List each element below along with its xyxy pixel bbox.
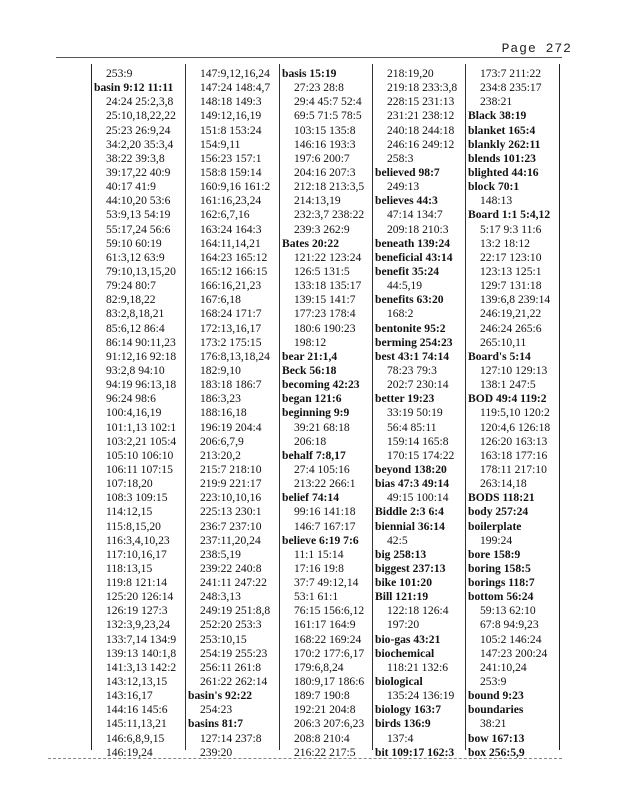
index-entry: 168:22 169:24 <box>294 632 362 646</box>
index-entry: 249:13 <box>387 180 420 194</box>
index-table <box>91 64 560 759</box>
index-entry: 238:21 <box>480 95 513 109</box>
index-entry: 44:10,20 53:6 <box>106 194 171 208</box>
index-entry: 126:19 127:3 <box>106 604 168 618</box>
index-entry: 122:18 126:4 <box>387 604 449 618</box>
index-entry: 121:22 123:24 <box>294 250 362 264</box>
index-entry: 39:21 68:18 <box>294 420 350 434</box>
index-entry: 11:1 15:14 <box>294 547 344 561</box>
index-entry: 13:2 18:12 <box>480 236 530 250</box>
index-entry: 176:8,13,18,24 <box>200 349 270 363</box>
index-entry: 246:16 249:12 <box>387 137 455 151</box>
index-entry: 206:3 207:6,23 <box>294 717 365 731</box>
index-entry: 53:1 61:1 <box>294 590 339 604</box>
index-entry: 82:9,18,22 <box>106 293 156 307</box>
index-entry: 126:20 163:13 <box>480 434 548 448</box>
index-entry: 189:7 190:8 <box>294 689 350 703</box>
index-entry: 59:10 60:19 <box>106 236 162 250</box>
index-entry: 253:10,15 <box>200 632 247 646</box>
index-entry: 164:23 165:12 <box>200 250 268 264</box>
index-column-2 <box>188 67 281 760</box>
index-entry: 132:3,9,23,24 <box>106 618 171 632</box>
index-column-1 <box>94 67 187 760</box>
index-entry: 209:18 210:3 <box>387 222 449 236</box>
index-entry: 105:2 146:24 <box>480 632 542 646</box>
index-entry: 177:23 178:4 <box>294 307 356 321</box>
index-heading: benefits 63:20 <box>375 293 444 307</box>
index-heading: Bill 121:19 <box>375 590 429 604</box>
index-heading: blighted 44:16 <box>468 165 539 179</box>
index-entry: 258:3 <box>387 151 414 165</box>
index-heading: boring 158:5 <box>468 561 531 575</box>
index-heading: believed 98:7 <box>375 165 440 179</box>
index-heading: beyond 138:20 <box>375 462 447 476</box>
index-entry: 40:17 41:9 <box>106 180 156 194</box>
index-entry: 168:2 <box>387 307 414 321</box>
index-entry: 94:19 96:13,18 <box>106 378 177 392</box>
index-entry: 182:9,10 <box>200 363 241 377</box>
column-divider <box>91 64 92 750</box>
index-entry: 146:7 167:17 <box>294 519 356 533</box>
index-entry: 101:1,13 102:1 <box>106 420 177 434</box>
index-entry: 214:13,19 <box>294 194 341 208</box>
index-entry: 37:7 49:12,14 <box>294 576 359 590</box>
index-entry: 119:8 121:14 <box>106 576 168 590</box>
index-entry: 133:7,14 134:9 <box>106 632 177 646</box>
index-entry: 127:10 129:13 <box>480 363 548 377</box>
index-entry: 165:12 166:15 <box>200 264 268 278</box>
index-entry: 151:8 153:24 <box>200 123 262 137</box>
index-entry: 188:16,18 <box>200 406 247 420</box>
index-entry: 39:17,22 40:9 <box>106 165 171 179</box>
index-entry: 108:3 109:15 <box>106 491 168 505</box>
index-heading: becoming 42:23 <box>282 378 360 392</box>
index-entry: 263:14,18 <box>480 477 527 491</box>
index-entry: 147:24 148:4,7 <box>200 81 271 95</box>
page-number: Page 272 <box>501 41 572 56</box>
index-heading: box 256:5,9 <box>468 745 525 759</box>
index-column-5 <box>468 67 561 760</box>
index-heading: body 257:24 <box>468 505 529 519</box>
index-entry: 79:24 80:7 <box>106 279 156 293</box>
index-entry: 38:21 <box>480 717 507 731</box>
index-entry: 161:16,23,24 <box>200 194 262 208</box>
index-entry: 135:24 136:19 <box>387 689 455 703</box>
index-heading: bottom 56:24 <box>468 590 534 604</box>
index-heading: basins 81:7 <box>188 717 244 731</box>
index-entry: 196:19 204:4 <box>200 420 262 434</box>
index-entry: 53:9,13 54:19 <box>106 208 171 222</box>
index-entry: 139:15 141:7 <box>294 293 356 307</box>
index-entry: 241:11 247:22 <box>200 576 267 590</box>
index-entry: 237:11,20,24 <box>200 533 261 547</box>
index-entry: 145:11,13,21 <box>106 717 167 731</box>
index-entry: 139:6,8 239:14 <box>480 293 551 307</box>
index-entry: 76:15 156:6,12 <box>294 604 365 618</box>
index-entry: 123:13 125:1 <box>480 264 542 278</box>
index-entry: 133:18 135:17 <box>294 279 362 293</box>
index-entry: 127:14 237:8 <box>200 731 262 745</box>
index-entry: 212:18 213:3,5 <box>294 180 365 194</box>
index-entry: 116:3,4,10,23 <box>106 533 170 547</box>
header-rule <box>56 57 562 58</box>
index-entry: 34:2,20 35:3,4 <box>106 137 174 151</box>
index-entry: 25:10,18,22,22 <box>106 109 176 123</box>
index-entry: 248:3,13 <box>200 590 241 604</box>
index-entry: 238:5,19 <box>200 547 241 561</box>
index-entry: 261:22 262:14 <box>200 675 268 689</box>
index-entry: 166:16,21,23 <box>200 279 262 293</box>
index-heading: believe 6:19 7:6 <box>282 533 359 547</box>
index-entry: 228:15 231:13 <box>387 95 455 109</box>
index-entry: 120:4,6 126:18 <box>480 420 551 434</box>
index-heading: began 121:6 <box>282 392 342 406</box>
index-heading: boilerplate <box>468 519 522 533</box>
index-entry: 117:10,16,17 <box>106 547 167 561</box>
index-heading: boundaries <box>468 703 524 717</box>
index-entry: 129:7 131:18 <box>480 279 542 293</box>
index-entry: 206:6,7,9 <box>200 434 244 448</box>
index-entry: 56:4 85:11 <box>387 420 437 434</box>
index-entry: 96:24 98:6 <box>106 392 156 406</box>
index-entry: 141:3,13 142:2 <box>106 660 177 674</box>
index-entry: 118:21 132:6 <box>387 660 449 674</box>
index-entry: 225:13 230:1 <box>200 505 262 519</box>
index-entry: 103:15 135:8 <box>294 123 356 137</box>
index-entry: 213:22 266:1 <box>294 477 356 491</box>
index-entry: 252:20 253:3 <box>200 618 262 632</box>
index-heading: behalf 7:8,17 <box>282 448 346 462</box>
index-column-4 <box>375 67 468 760</box>
index-entry: 183:18 186:7 <box>200 378 262 392</box>
index-entry: 93:2,8 94:10 <box>106 363 165 377</box>
index-entry: 216:22 217:5 <box>294 745 356 759</box>
index-entry: 239:20 <box>200 745 233 759</box>
index-entry: 202:7 230:14 <box>387 378 449 392</box>
index-entry: 156:23 157:1 <box>200 151 262 165</box>
index-entry: 33:19 50:19 <box>387 406 443 420</box>
index-entry: 163:24 164:3 <box>200 222 262 236</box>
index-entry: 246:24 265:6 <box>480 321 542 335</box>
index-entry: 164:11,14,21 <box>200 236 261 250</box>
index-entry: 199:24 <box>480 533 513 547</box>
index-entry: 125:20 126:14 <box>106 590 174 604</box>
index-entry: 143:16,17 <box>106 689 153 703</box>
index-heading: BODS 118:21 <box>468 491 535 505</box>
index-heading: blanket 165:4 <box>468 123 536 137</box>
index-entry: 149:12,16,19 <box>200 109 262 123</box>
index-entry: 86:14 90:11,23 <box>106 335 176 349</box>
index-entry: 161:17 164:9 <box>294 618 356 632</box>
index-entry: 159:14 165:8 <box>387 434 449 448</box>
index-entry: 167:6,18 <box>200 293 241 307</box>
index-entry: 160:9,16 161:2 <box>200 180 271 194</box>
index-heading: biology 163:7 <box>375 703 442 717</box>
index-entry: 147:9,12,16,24 <box>200 67 270 80</box>
index-heading: basin's 92:22 <box>188 689 253 703</box>
index-entry: 148:13 <box>480 194 513 208</box>
index-entry: 218:19,20 <box>387 67 434 80</box>
index-heading: Black 38:19 <box>468 109 527 123</box>
index-entry: 241:10,24 <box>480 660 527 674</box>
index-heading: bentonite 95:2 <box>375 321 446 335</box>
index-entry: 213:20,2 <box>200 448 241 462</box>
index-heading: bound 9:23 <box>468 689 524 703</box>
index-entry: 99:16 141:18 <box>294 505 356 519</box>
index-heading: beneath 139:24 <box>375 236 451 250</box>
index-entry: 232:3,7 238:22 <box>294 208 365 222</box>
index-entry: 234:8 235:17 <box>480 81 542 95</box>
index-entry: 22:17 123:10 <box>480 250 542 264</box>
index-entry: 119:5,10 120:2 <box>480 406 550 420</box>
index-heading: Bates 20:22 <box>282 236 339 250</box>
index-entry: 143:12,13,15 <box>106 675 168 689</box>
index-entry: 256:11 261:8 <box>200 660 262 674</box>
index-entry: 147:23 200:24 <box>480 646 548 660</box>
index-entry: 173:7 211:22 <box>480 67 542 80</box>
index-entry: 115:8,15,20 <box>106 519 161 533</box>
index-heading: Biddle 2:3 6:4 <box>375 505 444 519</box>
index-heading: basin 9:12 11:11 <box>94 81 174 95</box>
index-heading: big 258:13 <box>375 547 427 561</box>
index-entry: 91:12,16 92:18 <box>106 349 177 363</box>
index-heading: belief 74:14 <box>282 491 339 505</box>
index-heading: bear 21:1,4 <box>282 349 338 363</box>
index-heading: bore 158:9 <box>468 547 521 561</box>
index-entry: 172:13,16,17 <box>200 321 262 335</box>
index-entry: 67:8 94:9,23 <box>480 618 539 632</box>
index-heading: berming 254:23 <box>375 335 453 349</box>
index-heading: Board 1:1 5:4,12 <box>468 208 551 222</box>
index-entry: 162:6,7,16 <box>200 208 250 222</box>
index-heading: blankly 262:11 <box>468 137 541 151</box>
index-heading: blends 101:23 <box>468 151 536 165</box>
index-heading: biochemical <box>375 646 435 660</box>
index-entry: 204:16 207:3 <box>294 165 356 179</box>
index-entry: 106:11 107:15 <box>106 462 173 476</box>
index-heading: better 19:23 <box>375 392 435 406</box>
index-entry: 42:5 <box>387 533 408 547</box>
index-entry: 25:23 26:9,24 <box>106 123 171 137</box>
index-entry: 239:22 240:8 <box>200 561 262 575</box>
index-entry: 168:24 171:7 <box>200 307 262 321</box>
index-entry: 240:18 244:18 <box>387 123 455 137</box>
index-entry: 107:18,20 <box>106 477 153 491</box>
index-heading: bio-gas 43:21 <box>375 632 441 646</box>
index-entry: 49:15 100:14 <box>387 491 449 505</box>
index-entry: 170:15 174:22 <box>387 448 455 462</box>
index-entry: 173:2 175:15 <box>200 335 262 349</box>
index-entry: 146:6,8,9,15 <box>106 731 165 745</box>
index-entry: 100:4,16,19 <box>106 406 162 420</box>
index-entry: 236:7 237:10 <box>200 519 262 533</box>
index-entry: 154:9,11 <box>200 137 241 151</box>
index-entry: 61:3,12 63:9 <box>106 250 165 264</box>
index-entry: 55:17,24 56:6 <box>106 222 171 236</box>
index-heading: BOD 49:4 119:2 <box>468 392 547 406</box>
index-entry: 126:5 131:5 <box>294 264 350 278</box>
index-entry: 78:23 79:3 <box>387 363 437 377</box>
index-heading: Beck 56:18 <box>282 363 337 377</box>
index-entry: 79:10,13,15,20 <box>106 264 176 278</box>
index-entry: 69:5 71:5 78:5 <box>294 109 362 123</box>
index-entry: 47:14 134:7 <box>387 208 443 222</box>
index-entry: 253:9 <box>106 67 133 80</box>
index-entry: 17:16 19:8 <box>294 561 344 575</box>
index-entry: 170:2 177:6,17 <box>294 646 365 660</box>
index-entry: 38:22 39:3,8 <box>106 151 165 165</box>
index-entry: 239:3 262:9 <box>294 222 350 236</box>
index-heading: beneficial 43:14 <box>375 250 453 264</box>
index-entry: 29:4 45:7 52:4 <box>294 95 362 109</box>
index-entry: 179:6,8,24 <box>294 660 344 674</box>
index-entry: 178:11 217:10 <box>480 462 547 476</box>
index-heading: basis 15:19 <box>282 67 337 80</box>
index-entry: 208:8 210:4 <box>294 731 350 745</box>
index-entry: 137:4 <box>387 731 414 745</box>
index-entry: 219:18 233:3,8 <box>387 81 458 95</box>
index-heading: biological <box>375 675 423 689</box>
index-entry: 231:21 238:12 <box>387 109 455 123</box>
index-entry: 163:18 177:16 <box>480 448 548 462</box>
index-entry: 180:6 190:23 <box>294 321 356 335</box>
index-heading: bow 167:13 <box>468 731 525 745</box>
index-heading: bias 47:3 49:14 <box>375 477 450 491</box>
index-entry: 24:24 25:2,3,8 <box>106 95 174 109</box>
index-entry: 197:20 <box>387 618 420 632</box>
index-entry: 27:4 105:16 <box>294 462 350 476</box>
index-entry: 118:13,15 <box>106 561 153 575</box>
index-entry: 146:16 193:3 <box>294 137 356 151</box>
index-entry: 59:13 62:10 <box>480 604 536 618</box>
index-entry: 139:13 140:1,8 <box>106 646 177 660</box>
index-heading: bit 109:17 162:3 <box>375 745 455 759</box>
index-entry: 253:9 <box>480 675 507 689</box>
index-entry: 223:10,10,16 <box>200 491 262 505</box>
index-entry: 105:10 106:10 <box>106 448 174 462</box>
index-entry: 186:3,23 <box>200 392 241 406</box>
index-entry: 192:21 204:8 <box>294 703 356 717</box>
index-heading: block 70:1 <box>468 180 520 194</box>
index-heading: benefit 35:24 <box>375 264 440 278</box>
footer-rule <box>48 758 562 759</box>
index-entry: 197:6 200:7 <box>294 151 350 165</box>
index-entry: 114:12,15 <box>106 505 153 519</box>
index-entry: 198:12 <box>294 335 327 349</box>
index-entry: 146:19,24 <box>106 745 153 759</box>
index-heading: Board's 5:14 <box>468 349 531 363</box>
index-entry: 180:9,17 186:6 <box>294 675 365 689</box>
index-entry: 158:8 159:14 <box>200 165 262 179</box>
index-entry: 249:19 251:8,8 <box>200 604 271 618</box>
index-entry: 215:7 218:10 <box>200 462 262 476</box>
index-heading: bike 101:20 <box>375 576 433 590</box>
index-entry: 85:6,12 86:4 <box>106 321 165 335</box>
index-entry: 144:16 145:6 <box>106 703 168 717</box>
index-heading: biggest 237:13 <box>375 561 446 575</box>
index-heading: believes 44:3 <box>375 194 438 208</box>
index-heading: biennial 36:14 <box>375 519 445 533</box>
index-heading: best 43:1 74:14 <box>375 349 450 363</box>
index-entry: 206:18 <box>294 434 327 448</box>
index-heading: birds 136:9 <box>375 717 431 731</box>
index-entry: 83:2,8,18,21 <box>106 307 165 321</box>
index-entry: 265:10,11 <box>480 335 527 349</box>
index-heading: beginning 9:9 <box>282 406 350 420</box>
index-heading: borings 118:7 <box>468 576 535 590</box>
index-entry: 103:2,21 105:4 <box>106 434 177 448</box>
index-entry: 44:5,19 <box>387 279 423 293</box>
index-entry: 5:17 9:3 11:6 <box>480 222 542 236</box>
index-entry: 254:23 <box>200 703 233 717</box>
index-entry: 148:18 149:3 <box>200 95 262 109</box>
index-entry: 246:19,21,22 <box>480 307 542 321</box>
index-entry: 27:23 28:8 <box>294 81 344 95</box>
index-column-3 <box>282 67 375 760</box>
index-entry: 254:19 255:23 <box>200 646 268 660</box>
index-entry: 219:9 221:17 <box>200 477 262 491</box>
index-entry: 138:1 247:5 <box>480 378 536 392</box>
